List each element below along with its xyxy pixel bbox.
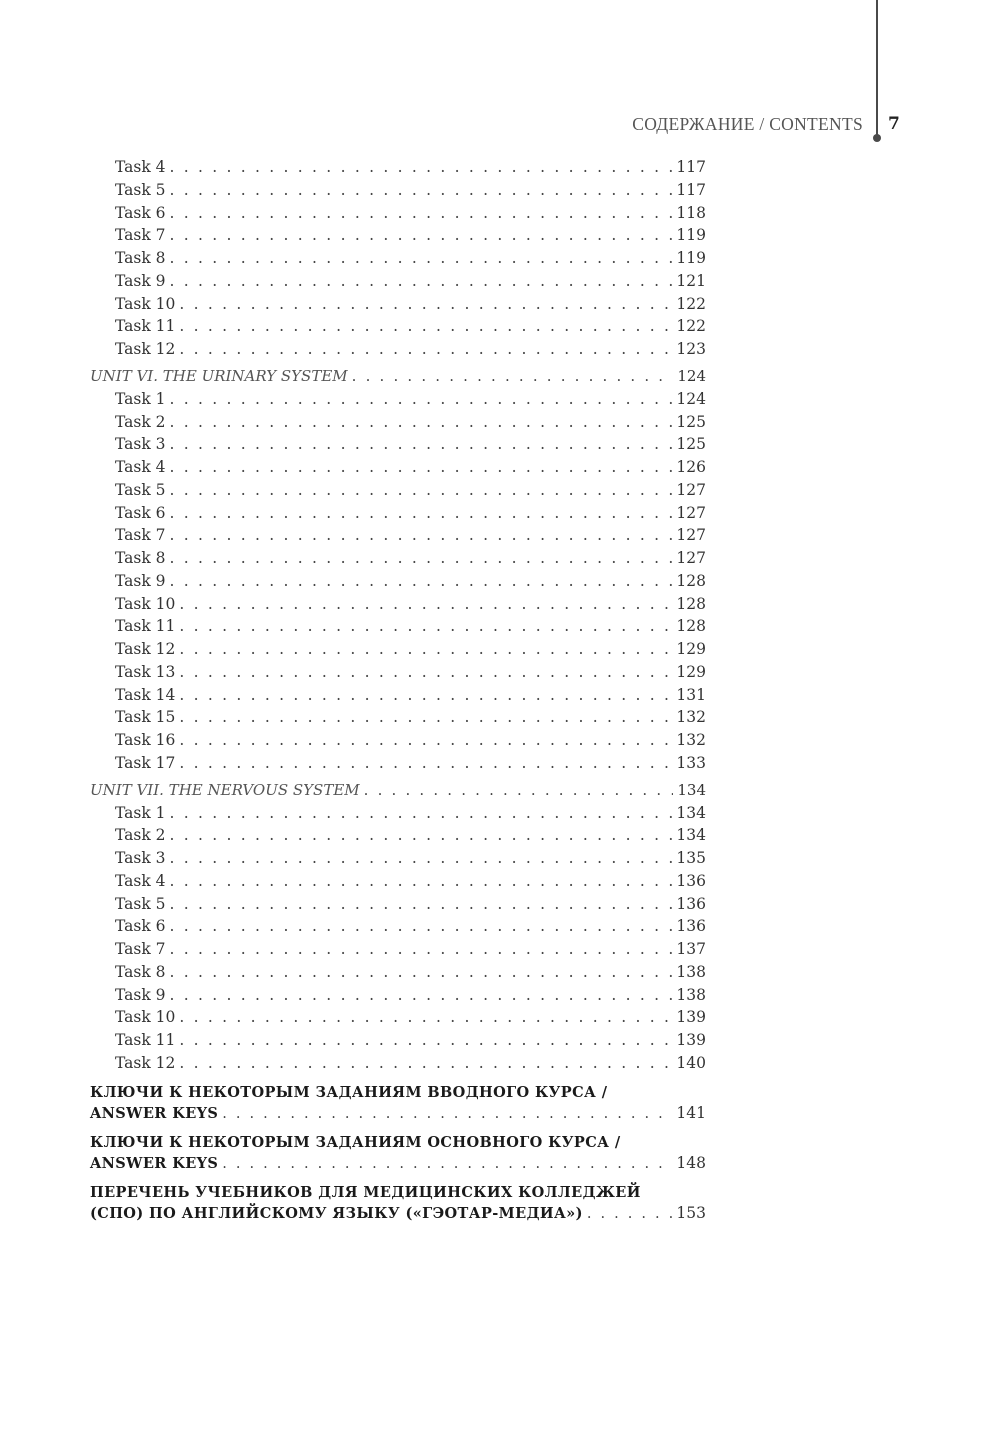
dot-leader bbox=[222, 1154, 672, 1176]
toc-task-entry[interactable] bbox=[90, 984, 706, 1007]
toc-task-entry[interactable] bbox=[90, 547, 706, 570]
running-head: СОДЕРЖАНИЕ / CONTENTS bbox=[632, 114, 863, 134]
toc-task-entry[interactable] bbox=[90, 938, 706, 961]
toc-entry-label: Task 14 bbox=[115, 685, 176, 704]
toc-entry-page: 124 bbox=[676, 389, 706, 408]
dot-leader bbox=[179, 315, 672, 338]
toc-entry-label: Task 8 bbox=[115, 249, 166, 267]
toc-entry-page: 121 bbox=[676, 271, 706, 290]
toc-task-entry[interactable] bbox=[90, 502, 706, 525]
toc-entry-page: 134 bbox=[676, 803, 706, 822]
dot-leader bbox=[179, 338, 672, 361]
toc-section-title-line2 bbox=[90, 1103, 706, 1125]
toc-entry-label: Task 2 bbox=[115, 826, 166, 845]
toc-entry-label: Task 11 bbox=[115, 1031, 176, 1049]
toc-task-entry[interactable] bbox=[90, 706, 706, 729]
toc-section-title-line2 bbox=[90, 1203, 706, 1225]
margin-rule-dot bbox=[873, 134, 881, 142]
toc-task-entry[interactable] bbox=[90, 1006, 706, 1029]
dot-leader bbox=[179, 661, 672, 684]
toc-entry-page: 128 bbox=[676, 571, 706, 590]
dot-leader bbox=[179, 1006, 672, 1029]
toc-section-page: 148 bbox=[676, 1154, 706, 1172]
dot-leader bbox=[170, 984, 673, 1007]
toc-entry-page: 125 bbox=[676, 435, 706, 454]
dot-leader bbox=[170, 202, 673, 225]
toc-entry-label: Task 10 bbox=[115, 594, 176, 613]
toc-entry-page: 138 bbox=[676, 985, 706, 1004]
toc-entry-label: Task 4 bbox=[115, 458, 166, 476]
toc-entry-label: Task 13 bbox=[115, 662, 176, 681]
dot-leader bbox=[170, 270, 673, 293]
toc-entry-page: 122 bbox=[676, 317, 706, 336]
toc-section-label: (СПО) ПО АНГЛИЙСКОМУ ЯЗЫКУ («ГЭОТАР-МЕДИА») bbox=[90, 1205, 583, 1222]
toc-task-entry[interactable] bbox=[90, 270, 706, 293]
toc-entry-label: Task 11 bbox=[115, 617, 176, 636]
toc-task-entry[interactable] bbox=[90, 684, 706, 707]
dot-leader bbox=[179, 752, 672, 775]
toc-entry-label: Task 8 bbox=[115, 962, 166, 981]
toc-entry-page: 129 bbox=[676, 640, 706, 658]
dot-leader bbox=[170, 247, 673, 270]
dot-leader bbox=[170, 802, 673, 825]
dot-leader bbox=[170, 433, 673, 456]
toc-task-entry[interactable] bbox=[90, 802, 706, 825]
toc-entry-label: Task 6 bbox=[115, 503, 166, 522]
toc-entry-page: 137 bbox=[676, 940, 706, 958]
toc-entry-page: 125 bbox=[676, 412, 706, 431]
toc-entry-label: Task 9 bbox=[115, 271, 166, 290]
dot-leader bbox=[170, 502, 673, 525]
toc-section-page: 141 bbox=[676, 1104, 706, 1122]
toc-section-title-line1: КЛЮЧИ К НЕКОТОРЫМ ЗАДАНИЯМ ОСНОВНОГО КУРСА / bbox=[90, 1133, 621, 1151]
dot-leader bbox=[170, 961, 673, 984]
toc-entry-label: Task 12 bbox=[115, 640, 176, 658]
dot-leader bbox=[179, 706, 672, 729]
toc-entry-label: Task 17 bbox=[115, 753, 176, 772]
toc-entry-page: 136 bbox=[676, 917, 706, 936]
toc-entry-page: 122 bbox=[676, 294, 706, 313]
dot-leader bbox=[352, 365, 674, 388]
dot-leader bbox=[170, 570, 673, 593]
toc-task-entry[interactable] bbox=[90, 456, 706, 479]
toc-entry-label: Task 9 bbox=[115, 985, 166, 1004]
toc-entry-page: 133 bbox=[676, 753, 706, 772]
dot-leader bbox=[179, 293, 672, 316]
toc-entry-page: 124 bbox=[677, 366, 706, 385]
toc-entry-label: Task 16 bbox=[115, 731, 176, 749]
toc-task-entry[interactable] bbox=[90, 1029, 706, 1052]
toc-entry-page: 136 bbox=[676, 894, 706, 913]
toc-entry-label: UNIT VI. THE URINARY SYSTEM bbox=[90, 366, 348, 385]
toc-section-title-line2 bbox=[90, 1153, 706, 1175]
toc-entry-label: Task 5 bbox=[115, 894, 166, 913]
toc-entry-label: Task 5 bbox=[115, 180, 166, 199]
toc-task-entry[interactable] bbox=[90, 638, 706, 661]
toc-entry-label: Task 11 bbox=[115, 317, 176, 336]
dot-leader bbox=[179, 1029, 672, 1052]
toc-section-title-line1: КЛЮЧИ К НЕКОТОРЫМ ЗАДАНИЯМ ВВОДНОГО КУРСА / bbox=[90, 1083, 608, 1101]
toc-entry-page: 129 bbox=[676, 662, 706, 681]
toc-entry-page: 123 bbox=[676, 340, 706, 358]
dot-leader bbox=[170, 824, 673, 847]
toc-entry-label: Task 4 bbox=[115, 871, 166, 890]
dot-leader bbox=[179, 729, 672, 752]
toc-task-entry[interactable] bbox=[90, 411, 706, 434]
toc-entry-label: Task 10 bbox=[115, 294, 176, 313]
toc-entry-page: 118 bbox=[676, 203, 706, 222]
toc-task-entry[interactable] bbox=[90, 247, 706, 270]
dot-leader bbox=[179, 593, 672, 616]
toc-section-entry[interactable] bbox=[90, 1082, 706, 1125]
dot-leader bbox=[170, 870, 673, 893]
toc-entry-page: 126 bbox=[676, 458, 706, 476]
toc-task-entry[interactable] bbox=[90, 179, 706, 202]
toc-entry-page: 135 bbox=[676, 849, 706, 867]
toc-task-entry[interactable] bbox=[90, 661, 706, 684]
toc-entry-page: 119 bbox=[676, 249, 706, 267]
toc-task-entry[interactable] bbox=[90, 524, 706, 547]
dot-leader bbox=[170, 156, 673, 179]
dot-leader bbox=[170, 915, 673, 938]
toc-task-entry[interactable] bbox=[90, 388, 706, 411]
toc-entry-label: Task 1 bbox=[115, 389, 166, 408]
toc-entry-label: Task 15 bbox=[115, 708, 176, 727]
toc-entry-page: 127 bbox=[676, 549, 706, 567]
dot-leader bbox=[170, 224, 673, 247]
dot-leader bbox=[170, 938, 673, 961]
toc-entry-label: Task 5 bbox=[115, 480, 166, 499]
dot-leader bbox=[179, 684, 672, 707]
page-number: 7 bbox=[888, 114, 900, 134]
toc-unit-heading[interactable] bbox=[90, 779, 706, 802]
toc-entry-page: 119 bbox=[676, 226, 706, 245]
toc-entry-page: 132 bbox=[676, 708, 706, 727]
toc-entry-label: Task 10 bbox=[115, 1008, 176, 1027]
toc-section-entry[interactable] bbox=[90, 1132, 706, 1175]
toc-entry-page: 128 bbox=[676, 617, 706, 636]
toc-task-entry[interactable] bbox=[90, 615, 706, 638]
toc-task-entry[interactable] bbox=[90, 315, 706, 338]
toc-task-entry[interactable] bbox=[90, 479, 706, 502]
toc-entry-page: 127 bbox=[676, 503, 706, 522]
toc-task-entry[interactable] bbox=[90, 338, 706, 361]
dot-leader bbox=[170, 479, 673, 502]
toc-task-entry[interactable] bbox=[90, 293, 706, 316]
toc-entry-label: Task 12 bbox=[115, 1053, 176, 1072]
toc-task-entry[interactable] bbox=[90, 156, 706, 179]
toc-entry-label: Task 8 bbox=[115, 549, 166, 567]
toc-section-label: ANSWER KEYS bbox=[90, 1105, 219, 1122]
toc-task-entry[interactable] bbox=[90, 224, 706, 247]
toc-section-title-line1: ПЕРЕЧЕНЬ УЧЕБНИКОВ ДЛЯ МЕДИЦИНСКИХ КОЛЛЕДЖЕЙ bbox=[90, 1183, 641, 1201]
toc-task-entry[interactable] bbox=[90, 915, 706, 938]
toc-task-entry[interactable] bbox=[90, 847, 706, 870]
toc-task-entry[interactable] bbox=[90, 570, 706, 593]
toc-entry-page: 134 bbox=[677, 780, 706, 799]
toc-entry-page: 136 bbox=[676, 871, 706, 890]
toc-task-entry[interactable] bbox=[90, 824, 706, 847]
toc-task-entry[interactable] bbox=[90, 202, 706, 225]
toc-entry-label: Task 12 bbox=[115, 340, 176, 358]
toc-section-page: 153 bbox=[676, 1204, 706, 1222]
dot-leader bbox=[170, 388, 673, 411]
toc-entry-page: 117 bbox=[676, 180, 706, 199]
dot-leader bbox=[179, 1052, 672, 1075]
toc-entry-label: Task 4 bbox=[115, 158, 166, 176]
toc-entry-page: 140 bbox=[676, 1053, 706, 1072]
dot-leader bbox=[179, 615, 672, 638]
dot-leader bbox=[179, 638, 672, 661]
toc-entry-label: Task 7 bbox=[115, 940, 166, 958]
toc-entry-page: 127 bbox=[676, 526, 706, 545]
dot-leader bbox=[170, 547, 673, 570]
toc-task-entry[interactable] bbox=[90, 593, 706, 616]
toc-entry-label: Task 7 bbox=[115, 226, 166, 245]
dot-leader bbox=[170, 411, 673, 434]
toc-task-entry[interactable] bbox=[90, 870, 706, 893]
toc-task-entry[interactable] bbox=[90, 893, 706, 916]
toc-entry-page: 132 bbox=[676, 731, 706, 749]
dot-leader bbox=[170, 893, 673, 916]
margin-rule bbox=[876, 0, 878, 138]
toc-entry-label: Task 6 bbox=[115, 203, 166, 222]
toc-entry-page: 128 bbox=[676, 594, 706, 613]
toc-task-entry[interactable] bbox=[90, 729, 706, 752]
toc-entry-label: Task 2 bbox=[115, 412, 166, 431]
toc-unit-heading[interactable] bbox=[90, 365, 706, 388]
dot-leader bbox=[170, 847, 673, 870]
toc-entry-page: 131 bbox=[676, 685, 706, 704]
toc-entry-label: Task 3 bbox=[115, 435, 166, 454]
toc-entry-label: Task 1 bbox=[115, 803, 166, 822]
toc-entry-label: Task 9 bbox=[115, 571, 166, 590]
dot-leader bbox=[364, 779, 674, 802]
toc-section-entry[interactable] bbox=[90, 1182, 706, 1225]
toc-entry-page: 117 bbox=[676, 158, 706, 176]
dot-leader bbox=[170, 524, 673, 547]
toc-entry-page: 138 bbox=[676, 962, 706, 981]
toc-entry-page: 127 bbox=[676, 480, 706, 499]
toc-entry-page: 134 bbox=[676, 826, 706, 845]
toc-entry-label: Task 7 bbox=[115, 526, 166, 545]
toc-task-entry[interactable] bbox=[90, 752, 706, 775]
toc-entry-page: 139 bbox=[676, 1031, 706, 1049]
dot-leader bbox=[587, 1204, 673, 1226]
toc-entry-page: 139 bbox=[676, 1008, 706, 1027]
toc-entry-label: Task 6 bbox=[115, 917, 166, 936]
toc-entry-label: Task 3 bbox=[115, 849, 166, 867]
table-of-contents bbox=[90, 156, 706, 1225]
toc-task-entry[interactable] bbox=[90, 961, 706, 984]
toc-section-label: ANSWER KEYS bbox=[90, 1155, 219, 1172]
toc-task-entry[interactable] bbox=[90, 1052, 706, 1075]
dot-leader bbox=[222, 1104, 672, 1126]
dot-leader bbox=[170, 456, 673, 479]
toc-task-entry[interactable] bbox=[90, 433, 706, 456]
dot-leader bbox=[170, 179, 673, 202]
toc-entry-label: UNIT VII. THE NERVOUS SYSTEM bbox=[90, 780, 360, 799]
